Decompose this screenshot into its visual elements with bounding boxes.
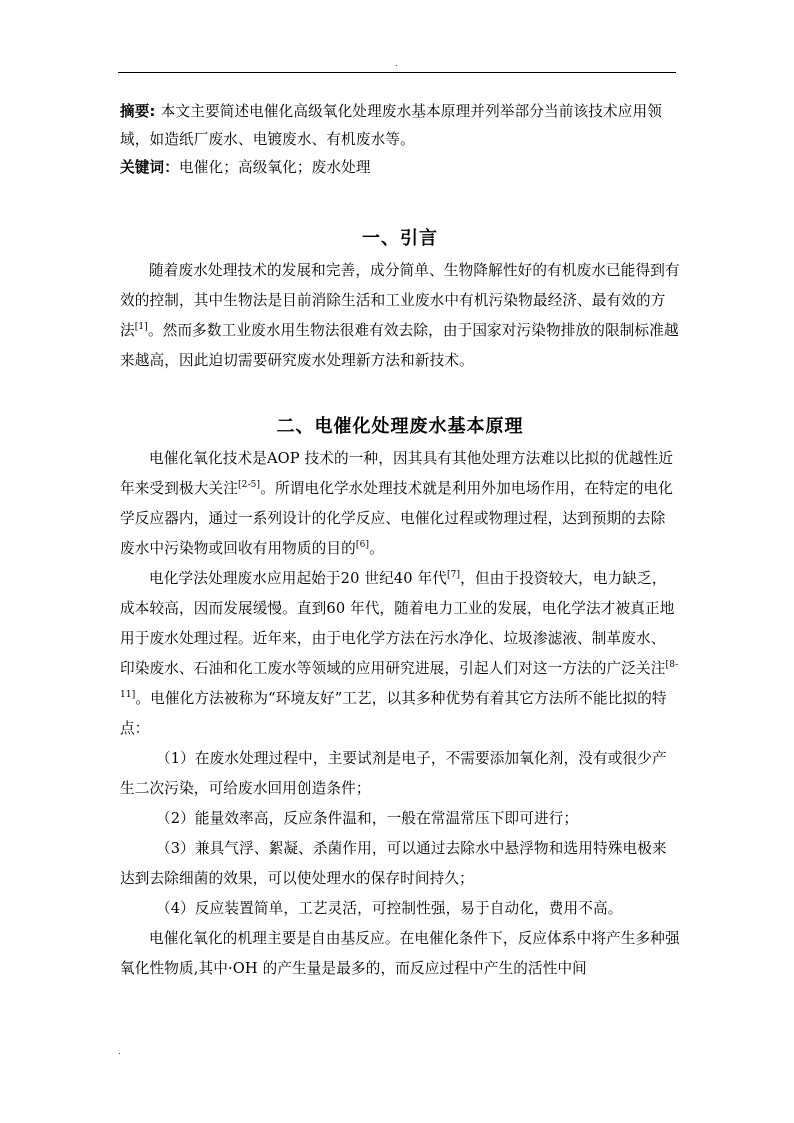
abstract: [120, 98, 680, 154]
principle-p2-text-a: 电化学法处理废水应用起始于20 世纪40 年代: [149, 570, 447, 587]
principle-paragraph-3: 电催化氧化的机理主要是自由基反应。在电催化条件下，反应体系中将产生多种强氧化性物质,其中·OH 的产生量是最多的，而反应过程中产生的活性中间: [120, 930, 680, 977]
section-heading-introduction: 一、引言: [362, 228, 438, 249]
footer-mark: .: [118, 1047, 121, 1056]
abstract-separator: :: [149, 103, 161, 120]
abstract-text: 本文主要简述电催化高级氧化处理废水基本原理并列举部分当前该技术应用领域，如造纸厂废水、电镀废水、有机废水等。: [120, 103, 663, 148]
keywords-separator: ：: [164, 159, 179, 176]
header-rule: [118, 72, 676, 73]
list-item-1: （1）在废水处理过程中，主要试剂是电子，不需要添加氧化剂，没有或很少产生二次污染，可给废水回用创造条件；: [120, 750, 667, 797]
abstract-paragraph: [120, 98, 680, 154]
principle-p2-text-c: 。电催化方法被称为“环境友好”工艺，以其多种优势有着其它方法所不能比拟的特点：: [120, 690, 667, 737]
intro-text-a: 随着废水处理技术的发展和完善，成分简单、生物降解性好的有机废水已能得到有效的控制，其中生物法是目前消除生活和工业废水中有机污染物最经济、最有效的方法: [120, 262, 680, 339]
citation-7: [7]: [446, 570, 461, 581]
document-body: [120, 98, 680, 984]
section-heading-principle: 二、电催化处理废水基本原理: [276, 416, 524, 437]
keywords-paragraph: [120, 154, 680, 182]
citation-8-11: [8-11]: [120, 660, 679, 701]
citation-2-5: [2-5]: [237, 480, 261, 491]
header-mark: .: [395, 59, 398, 68]
principle-paragraph-1: [120, 444, 680, 564]
abstract-label: 摘要: [120, 103, 150, 120]
list-item-3: （3）兼具气浮、絮凝、杀菌作用，可以通过去除水中悬浮物和选用特殊电极来达到去除细菌的效果，可以使处理水的保存时间持久；: [120, 840, 667, 887]
keywords-text: 电催化；高级氧化；废水处理: [178, 159, 371, 176]
citation-1: [1]: [134, 322, 148, 333]
principle-p1-text-b: 。所谓电化学水处理技术就是利用外加电场作用，在特定的电化学反应器内，通过一系列设计的化学反应、电催化过程或物理过程，达到预期的去除废水中污染物或回收有用物质的目的: [120, 480, 674, 557]
citation-6: [6]: [355, 540, 370, 551]
keywords: [120, 154, 680, 182]
intro-paragraph: [120, 256, 680, 376]
keywords-label: 关键词: [120, 159, 165, 176]
principle-p2-text-b: ，但由于投资较大，电力缺乏，成本较高，因而发展缓慢。直到60 年代，随着电力工业的发展，电化学法才被真正地用于废水处理过程。近年来，由于电化学方法在污水净化、垃圾渗滤液、制革废水、印染废水、石油和化工废水等领域的应用研究进展，引起人们对这一方法的广泛关注: [120, 570, 675, 677]
principle-p1-text-c: 。: [369, 540, 384, 557]
principle-paragraph-2: [120, 564, 680, 744]
intro-text-b: 。然而多数工业废水用生物法很难有效去除，由于国家对污染物排放的限制标准越来越高，因此迫切需要研究废水处理新方法和新技术。: [120, 322, 679, 369]
list-item-4: （4）反应装置简单，工艺灵活，可控制性强，易于自动化，费用不高。: [156, 900, 623, 917]
list-item-2: （2）能量效率高，反应条件温和，一般在常温常压下即可进行；: [156, 810, 579, 827]
principle-p1-text-a: 电催化氧化技术是AOP 技术的一种，因其具有其他处理方法难以比拟的优越性近年来受到极大关注: [120, 450, 674, 497]
